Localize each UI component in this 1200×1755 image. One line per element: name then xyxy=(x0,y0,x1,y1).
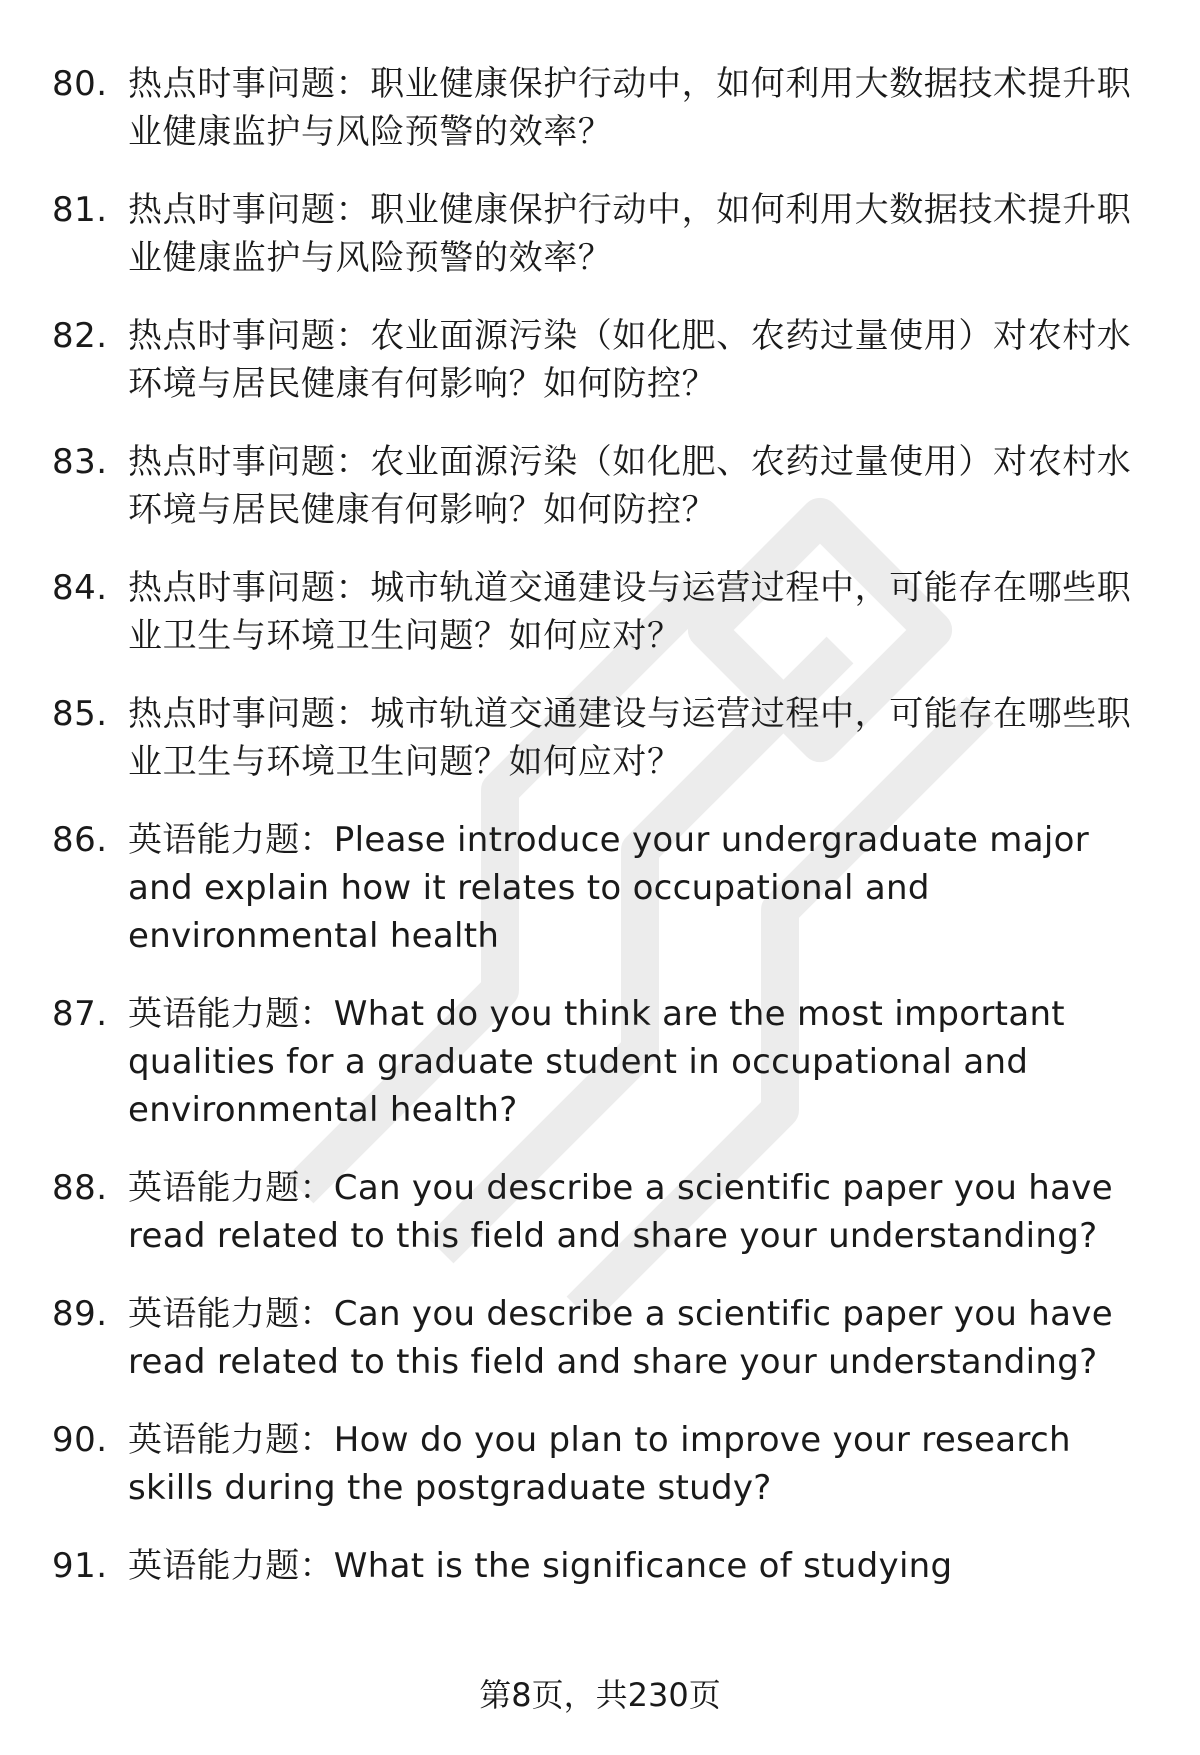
question-number: 89. xyxy=(52,1294,108,1334)
list-item xyxy=(52,1542,1152,1590)
question-number: 82. xyxy=(52,316,108,356)
question-text: 热点时事问题：职业健康保护行动中，如何利用大数据技术提升职业健康监护与风险预警的效率？ xyxy=(128,190,1132,278)
question-text: 英语能力题：How do you plan to improve your research skills during the postgraduate study? xyxy=(128,1420,1071,1508)
question-number: 91. xyxy=(52,1546,108,1586)
question-number: 81. xyxy=(52,190,108,230)
list-item xyxy=(52,990,1152,1134)
question-text: 热点时事问题：农业面源污染（如化肥、农药过量使用）对农村水环境与居民健康有何影响？如何防控？ xyxy=(128,316,1132,404)
list-item xyxy=(52,60,1152,156)
question-number: 88. xyxy=(52,1168,108,1208)
question-text: 英语能力题：What is the significance of studying xyxy=(128,1546,953,1586)
list-item xyxy=(52,816,1152,960)
question-text: 英语能力题：Can you describe a scientific paper you have read related to this field and share your understanding? xyxy=(128,1168,1113,1256)
list-item xyxy=(52,312,1152,408)
question-text: 英语能力题：Please introduce your undergraduate major and explain how it relates to occupational and environmental health xyxy=(128,820,1089,956)
list-item xyxy=(52,1164,1152,1260)
question-number: 86. xyxy=(52,820,108,860)
question-number: 80. xyxy=(52,64,108,104)
question-text: 热点时事问题：农业面源污染（如化肥、农药过量使用）对农村水环境与居民健康有何影响？如何防控？ xyxy=(128,442,1132,530)
list-item xyxy=(52,690,1152,786)
question-number: 84. xyxy=(52,568,108,608)
question-number: 85. xyxy=(52,694,108,734)
question-text: 热点时事问题：职业健康保护行动中，如何利用大数据技术提升职业健康监护与风险预警的效率？ xyxy=(128,64,1132,152)
question-number: 87. xyxy=(52,994,108,1034)
list-item xyxy=(52,1416,1152,1512)
question-text: 英语能力题：What do you think are the most important qualities for a graduate student in occupational and environmental health? xyxy=(128,994,1065,1130)
question-number: 83. xyxy=(52,442,108,482)
question-number: 90. xyxy=(52,1420,108,1460)
list-item xyxy=(52,564,1152,660)
page-number-footer: 第8页，共230页 xyxy=(479,1676,721,1714)
question-text: 英语能力题：Can you describe a scientific paper you have read related to this field and share your understanding? xyxy=(128,1294,1113,1382)
list-item xyxy=(52,1290,1152,1386)
list-item xyxy=(52,186,1152,282)
question-text: 热点时事问题：城市轨道交通建设与运营过程中，可能存在哪些职业卫生与环境卫生问题？如何应对？ xyxy=(128,694,1132,782)
question-text: 热点时事问题：城市轨道交通建设与运营过程中，可能存在哪些职业卫生与环境卫生问题？如何应对？ xyxy=(128,568,1132,656)
question-list xyxy=(52,60,1152,1620)
list-item xyxy=(52,438,1152,534)
